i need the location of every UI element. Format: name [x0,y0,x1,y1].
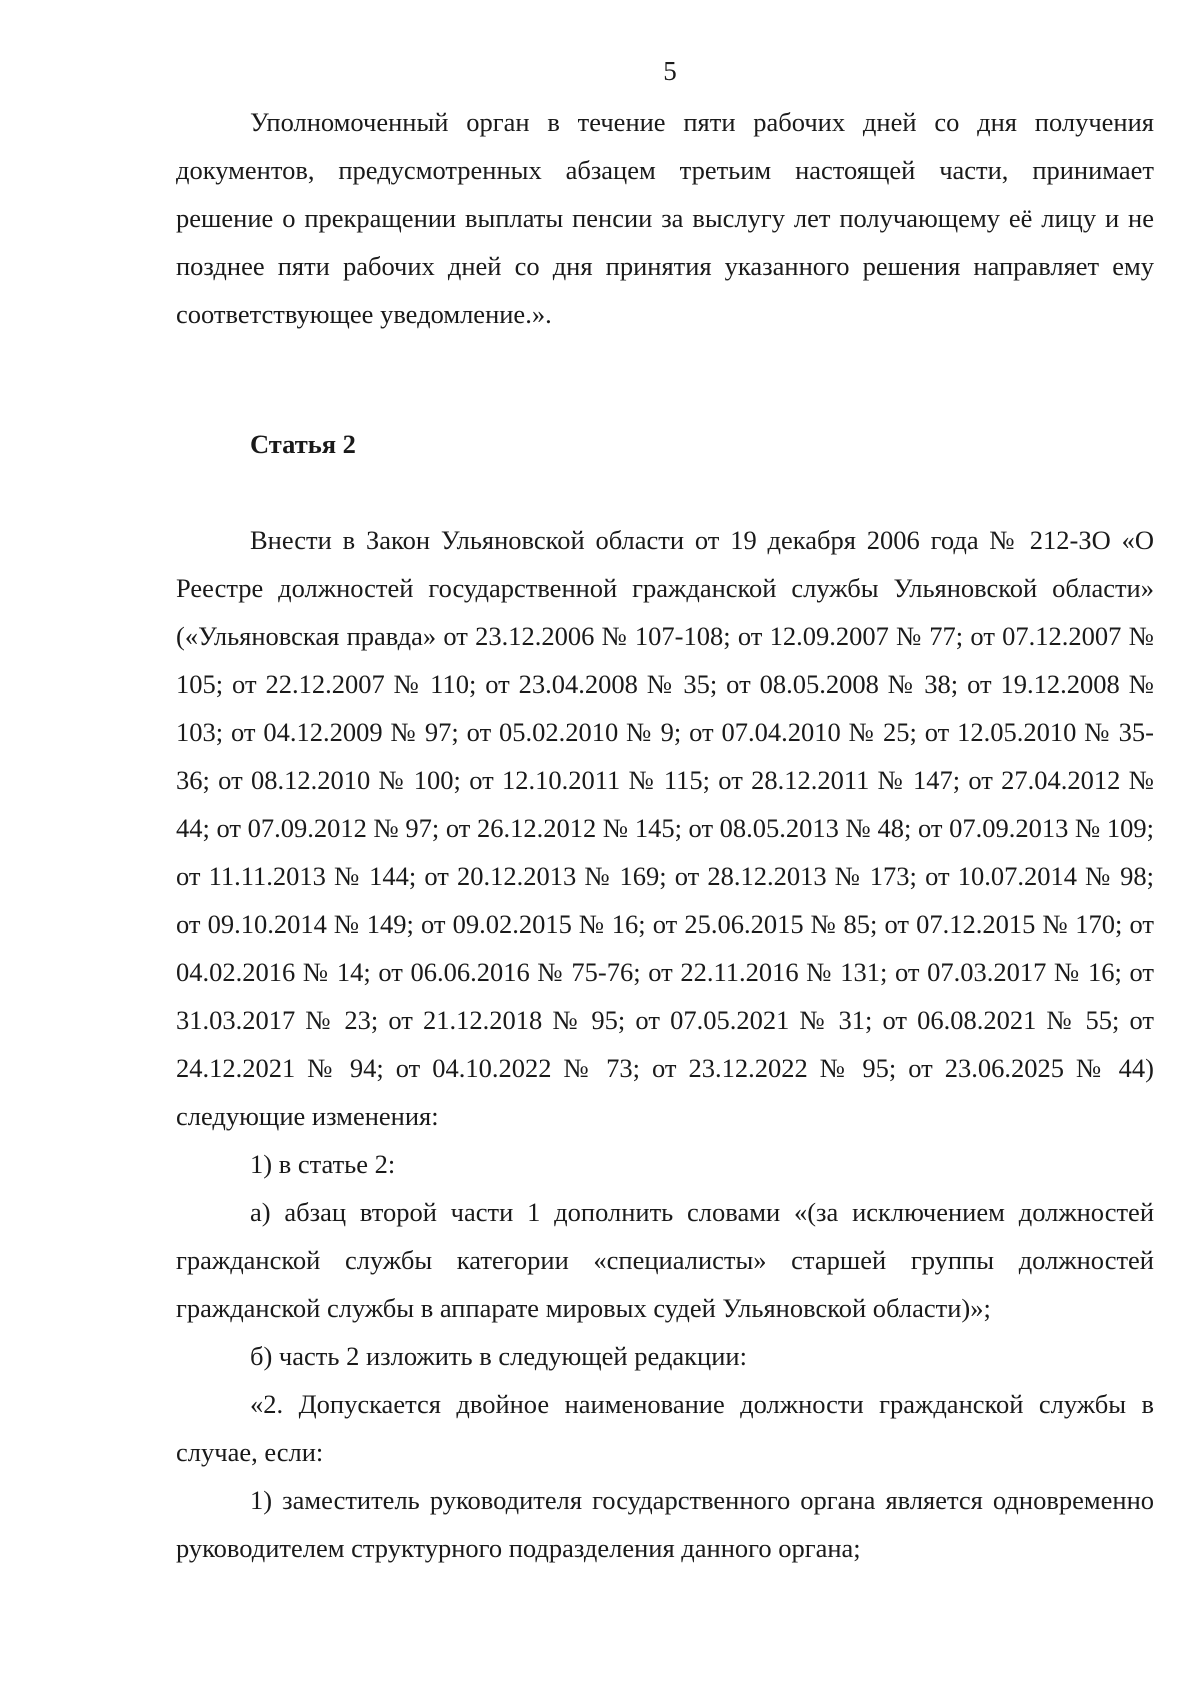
paragraph-subitem-1: 1) заместитель руководителя государственного органа является одновременно руководителем структурного подразделения данного органа; [176,1485,1154,1563]
paragraph-item-a: а) абзац второй части 1 дополнить словами «(за исключением должностей гражданской службы категории «специалисты» старшей группы должностей гражданской службы в аппарате мировых судей Ульяновской области)»; [176,1197,1154,1323]
document-body [176,98,1154,1572]
paragraph-item-1: 1) в статье 2: [250,1149,396,1179]
paragraph-part-2-text: «2. Допускается двойное наименование должности гражданской службы в случае, если: [176,1389,1154,1467]
paragraph-pension-termination: Уполномоченный орган в течение пяти рабочих дней со дня получения документов, предусмотренных абзацем третьим настоящей части, принимает решение о прекращении выплаты пенсии за выслугу лет получающему её лицу и не позднее пяти рабочих дней со дня принятия указанного решения направляет ему соответствующее уведомление.». [176,107,1154,329]
page-number: 5 [663,56,677,86]
article-heading: Статья 2 [250,429,356,459]
paragraph-item-b: б) часть 2 изложить в следующей редакции: [250,1341,747,1371]
paragraph-amend-law: Внести в Закон Ульяновской области от 19 декабря 2006 года № 212-ЗО «О Реестре должностей государственной гражданской службы Ульяновской области» («Ульяновская правда» от 23.12.2006 № 107-108; от 12.09.2007 № 77; от 07.12.2007 № 105; от 22.12.2007 № 110; от 23.04.2008 № 35; от 08.05.2008 № 38; от 19.12.2008 № 103; от 04.12.2009 № 97; от 05.02.2010 № 9; от 07.04.2010 № 25; от 12.05.2010 № 35-36; от 08.12.2010 № 100; от 12.10.2011 № 115; от 28.12.2011 № 147; от 27.04.2012 № 44; от 07.09.2012 № 97; от 26.12.2012 № 145; от 08.05.2013 № 48; от 07.09.2013 № 109; от 11.11.2013 № 144; от 20.12.2013 № 169; от 28.12.2013 № 173; от 10.07.2014 № 98; от 09.10.2014 № 149; от 09.02.2015 № 16; от 25.06.2015 № 85; от 07.12.2015 № 170; от 04.02.2016 № 14; от 06.06.2016 № 75-76; от 22.11.2016 № 131; от 07.03.2017 № 16; от 31.03.2017 № 23; от 21.12.2018 № 95; от 07.05.2021 № 31; от 06.08.2021 № 55; от 24.12.2021 № 94; от 04.10.2022 № 73; от 23.12.2022 № 95; от 23.06.2025 № 44) следующие изменения: [176,525,1154,1131]
